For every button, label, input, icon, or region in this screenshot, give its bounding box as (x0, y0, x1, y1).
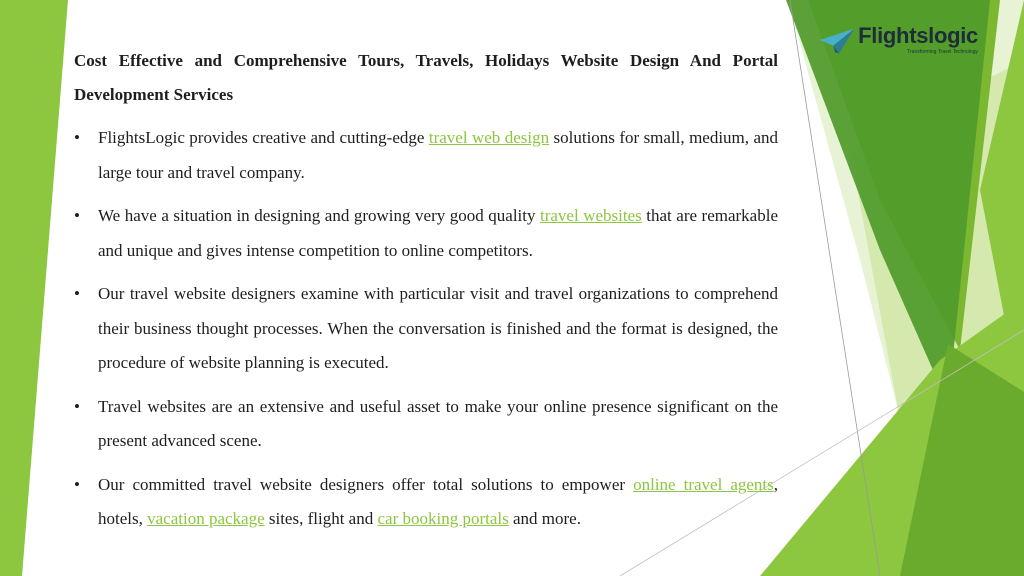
slide-content (74, 44, 778, 537)
bullet-text: sites, flight and (264, 509, 378, 528)
bullet-marker: • (74, 128, 80, 147)
paper-plane-icon (818, 26, 856, 56)
list-item (74, 121, 778, 190)
bullet-list (74, 121, 778, 537)
slide-heading: Cost Effective and Comprehensive Tours, Travels, Holidays Website Design And Portal Development Services (74, 51, 778, 104)
brand-tagline: Transforming Travel Technology (907, 49, 978, 55)
bullet-marker: • (74, 284, 80, 303)
list-item (74, 468, 778, 537)
travel-web-design-link[interactable]: travel web design (428, 128, 550, 147)
bullet-text: solutions for small, medium, and large tour and travel company. (98, 128, 778, 182)
bullet-text: that are remarkable and unique and gives intense competition to online competitors. (98, 206, 778, 260)
brand-name: Flightslogic (858, 23, 978, 48)
bullet-marker: • (74, 474, 80, 494)
bullet-text: , hotels, (98, 474, 779, 528)
vacation-package-link[interactable]: vacation package (147, 509, 265, 528)
bullet-text: FlightsLogic provides creative and cutting-edge (98, 128, 429, 147)
left-green-wedge (0, 0, 68, 576)
car-booking-portals-link[interactable]: car booking portals (377, 509, 509, 528)
list-item (74, 390, 778, 459)
list-item (74, 199, 778, 268)
flightslogic-logo (818, 24, 978, 60)
bullet-text: We have a situation in designing and growing very good quality (98, 206, 540, 225)
bullet-marker: • (74, 206, 80, 225)
bullet-text: Our travel website designers examine with particular visit and travel organizations to comprehend their business thought processes. When the conversation is finished and the format is designed, the procedure of website planning is executed. (98, 284, 778, 372)
bullet-text: Travel websites are an extensive and useful asset to make your online presence significant on the present advanced scene. (98, 396, 778, 450)
online-travel-agents-link[interactable]: online travel agents (633, 474, 774, 494)
travel-websites-link[interactable]: travel websites (540, 206, 642, 225)
bullet-text: and more. (508, 509, 581, 528)
bullet-text: Our committed travel website designers offer total solutions to empower (98, 474, 634, 494)
list-item (74, 277, 778, 381)
bullet-marker: • (74, 396, 80, 416)
